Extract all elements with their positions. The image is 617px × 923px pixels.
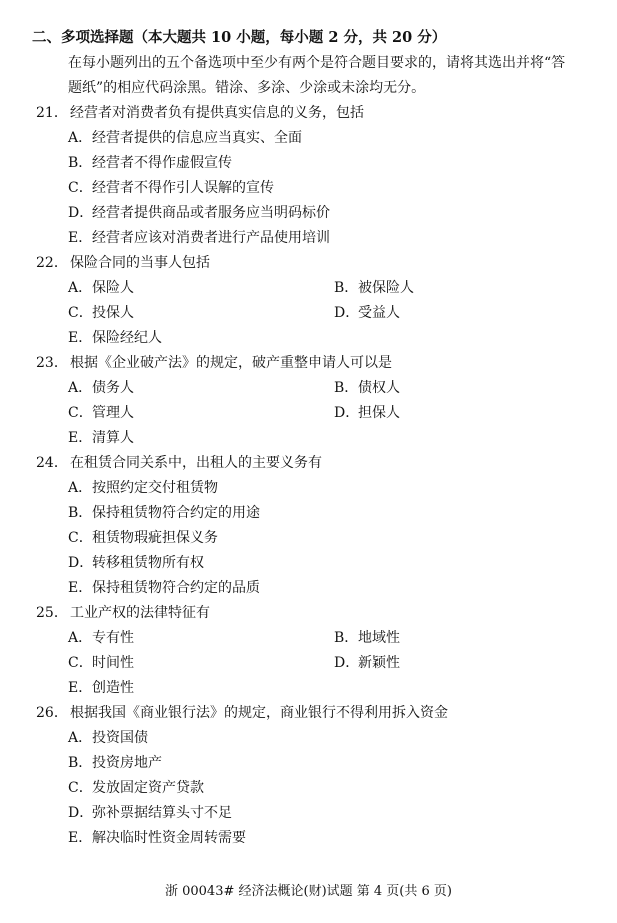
option-text: 被保险人 <box>358 280 414 296</box>
option-text: 地域性 <box>358 630 400 646</box>
option-text: 管理人 <box>92 405 134 421</box>
option-24-a <box>68 477 218 497</box>
option-letter: A． <box>68 480 93 496</box>
option-22-d <box>334 302 400 322</box>
option-letter: E． <box>68 430 93 446</box>
option-25-b <box>334 627 400 647</box>
option-letter: E． <box>68 580 93 596</box>
option-text: 经营者提供商品或者服务应当明码标价 <box>92 205 330 221</box>
option-letter: C． <box>68 780 93 796</box>
option-21-a <box>68 127 302 147</box>
option-23-a <box>68 377 134 397</box>
option-22-b <box>334 277 414 297</box>
option-25-a <box>68 627 134 647</box>
option-letter: E． <box>68 830 93 846</box>
option-letter: B． <box>68 155 93 171</box>
option-letter: C． <box>68 655 93 671</box>
option-22-c <box>68 302 134 322</box>
question-stem: 在租赁合同关系中，出租人的主要义务有 <box>70 455 322 471</box>
question-23 <box>36 352 392 372</box>
option-text: 租赁物瑕疵担保义务 <box>92 530 218 546</box>
option-letter: E． <box>68 230 93 246</box>
option-text: 清算人 <box>92 430 134 446</box>
question-25 <box>36 602 210 622</box>
question-26 <box>36 702 448 722</box>
question-stem: 根据《企业破产法》的规定，破产重整申请人可以是 <box>70 355 392 371</box>
option-26-d <box>68 802 232 822</box>
option-letter: C． <box>68 180 93 196</box>
option-letter: D． <box>334 305 360 321</box>
option-text: 保险经纪人 <box>92 330 162 346</box>
option-21-b <box>68 152 232 172</box>
option-text: 经营者不得作引人误解的宣传 <box>92 180 274 196</box>
option-letter: A． <box>68 280 93 296</box>
option-25-d <box>334 652 400 672</box>
option-text: 投资房地产 <box>92 755 162 771</box>
option-text: 保险人 <box>92 280 134 296</box>
option-text: 经营者提供的信息应当真实、全面 <box>92 130 302 146</box>
option-letter: A． <box>68 380 93 396</box>
option-25-e <box>68 677 134 697</box>
question-stem: 保险合同的当事人包括 <box>70 255 210 271</box>
question-number: 25． <box>36 605 68 621</box>
question-number: 23． <box>36 355 68 371</box>
question-number: 22． <box>36 255 68 271</box>
option-21-d <box>68 202 330 222</box>
option-23-d <box>334 402 400 422</box>
option-24-d <box>68 552 204 572</box>
option-text: 投资国债 <box>92 730 148 746</box>
option-text: 投保人 <box>92 305 134 321</box>
option-24-e <box>68 577 260 597</box>
option-text: 弥补票据结算头寸不足 <box>92 805 232 821</box>
option-letter: D． <box>68 805 94 821</box>
question-21 <box>36 102 364 122</box>
option-letter: A． <box>68 130 93 146</box>
option-26-a <box>68 727 148 747</box>
option-text: 经营者应该对消费者进行产品使用培训 <box>92 230 330 246</box>
question-number: 21． <box>36 105 68 121</box>
question-number: 26． <box>36 705 68 721</box>
question-stem: 经营者对消费者负有提供真实信息的义务，包括 <box>70 105 364 121</box>
section-instructions-line-1: 在每小题列出的五个备选项中至少有两个是符合题目要求的，请将其选出并将“答 <box>68 55 566 71</box>
option-text: 时间性 <box>92 655 134 671</box>
option-letter: C． <box>68 305 93 321</box>
option-letter: D． <box>68 555 94 571</box>
option-text: 债务人 <box>92 380 134 396</box>
option-text: 转移租赁物所有权 <box>92 555 204 571</box>
option-24-c <box>68 527 218 547</box>
option-letter: E． <box>68 680 93 696</box>
option-text: 担保人 <box>358 405 400 421</box>
question-24 <box>36 452 322 472</box>
option-text: 专有性 <box>92 630 134 646</box>
option-letter: C． <box>68 530 93 546</box>
option-letter: B． <box>68 505 93 521</box>
option-text: 债权人 <box>358 380 400 396</box>
option-letter: D． <box>68 205 94 221</box>
question-number: 24． <box>36 455 68 471</box>
question-stem: 根据我国《商业银行法》的规定，商业银行不得利用拆入资金 <box>70 705 448 721</box>
option-text: 新颖性 <box>358 655 400 671</box>
option-letter: A． <box>68 730 93 746</box>
option-26-e <box>68 827 246 847</box>
option-text: 经营者不得作虚假宣传 <box>92 155 232 171</box>
option-letter: A． <box>68 630 93 646</box>
option-letter: B． <box>334 380 359 396</box>
option-text: 发放固定资产贷款 <box>92 780 204 796</box>
option-text: 保持租赁物符合约定的品质 <box>92 580 260 596</box>
page-footer: 浙 00043# 经济法概论(财)试题 第 4 页(共 6 页) <box>164 884 452 899</box>
option-text: 受益人 <box>358 305 400 321</box>
option-23-b <box>334 377 400 397</box>
section-title: 二、多项选择题（本大题共 10 小题，每小题 2 分，共 20 分） <box>32 29 447 46</box>
option-text: 解决临时性资金周转需要 <box>92 830 246 846</box>
option-22-e <box>68 327 162 347</box>
option-text: 创造性 <box>92 680 134 696</box>
option-letter: D． <box>334 405 360 421</box>
question-22 <box>36 252 210 272</box>
option-letter: E． <box>68 330 93 346</box>
option-23-c <box>68 402 134 422</box>
option-26-c <box>68 777 204 797</box>
option-letter: B． <box>334 280 359 296</box>
option-letter: B． <box>334 630 359 646</box>
option-letter: C． <box>68 405 93 421</box>
option-25-c <box>68 652 134 672</box>
question-stem: 工业产权的法律特征有 <box>70 605 210 621</box>
option-text: 按照约定交付租赁物 <box>92 480 218 496</box>
option-text: 保持租赁物符合约定的用途 <box>92 505 260 521</box>
option-21-e <box>68 227 330 247</box>
section-instructions-line-2: 题纸”的相应代码涂黑。错涂、多涂、少涂或未涂均无分。 <box>68 80 426 96</box>
option-24-b <box>68 502 260 522</box>
option-26-b <box>68 752 162 772</box>
option-23-e <box>68 427 134 447</box>
option-22-a <box>68 277 134 297</box>
option-21-c <box>68 177 274 197</box>
option-letter: D． <box>334 655 360 671</box>
option-letter: B． <box>68 755 93 771</box>
